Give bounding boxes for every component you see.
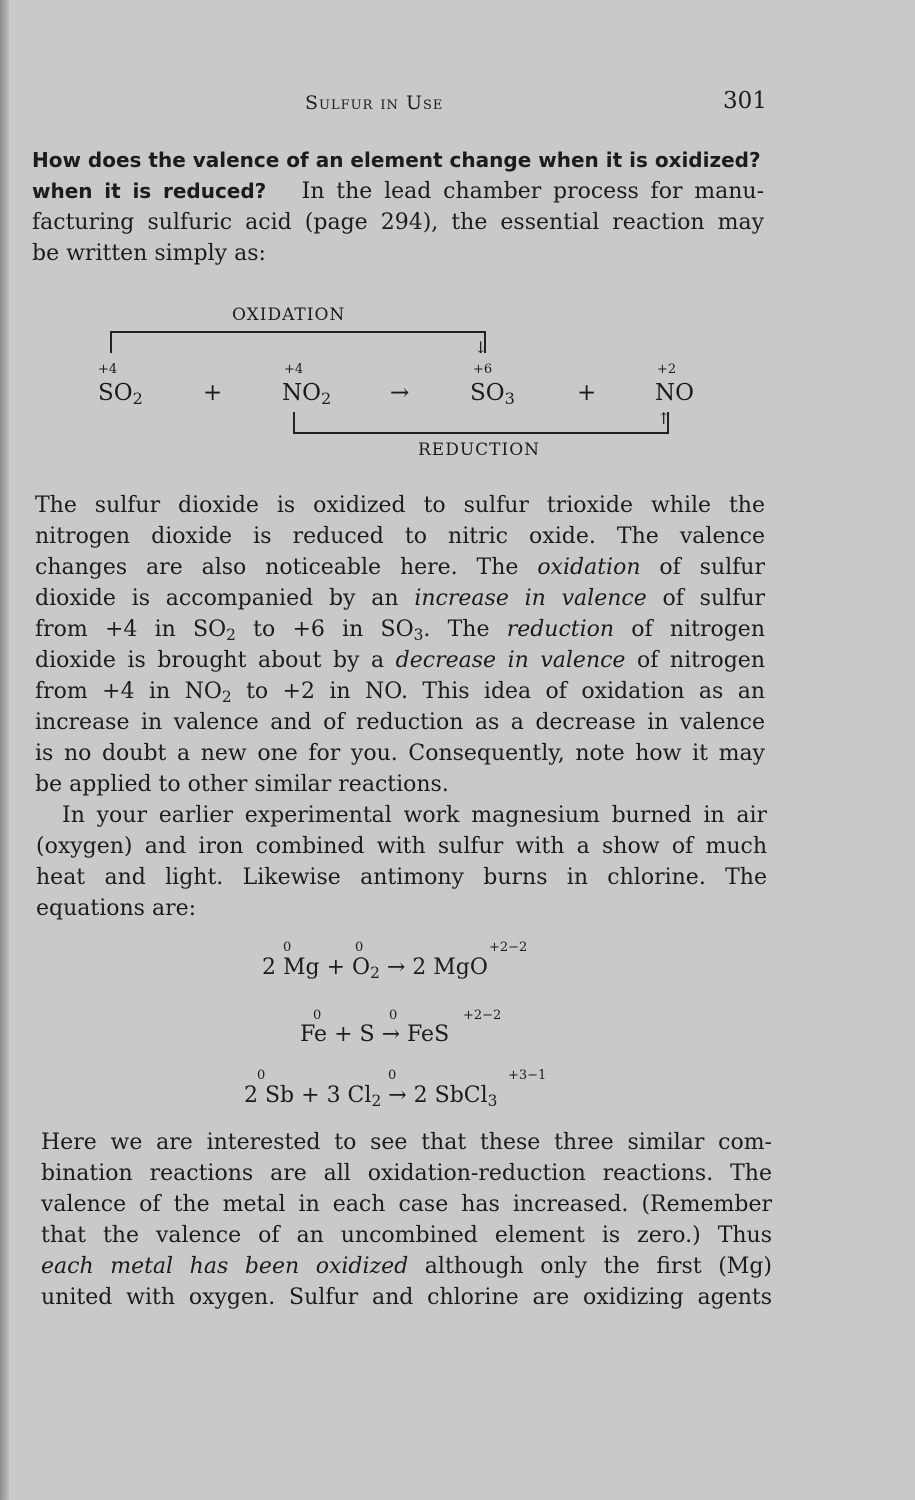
oxidation-bracket: [110, 331, 486, 353]
arrow-up-icon: ↑: [657, 409, 671, 428]
plus-sign: +: [203, 380, 223, 406]
formula-text: NO: [282, 380, 321, 406]
subscript: 3: [413, 625, 424, 644]
subscript: 3: [487, 1091, 498, 1110]
text-line: [35, 645, 765, 676]
plus-sign: +: [577, 380, 597, 406]
valence-cl2: 0: [388, 1068, 397, 1083]
text-line: increase in valence and of reduction as a decrease in valence: [35, 710, 765, 735]
text-line: equations are:: [36, 896, 197, 921]
conclusion-paragraph: [41, 1127, 772, 1313]
text-span: of nitrogen: [614, 617, 765, 642]
valence-no: +2: [657, 362, 677, 377]
formula-no2: [282, 380, 332, 409]
text-span: dioxide is accompanied by an: [35, 586, 415, 611]
valence-mgo: +2−2: [489, 940, 528, 955]
italic-term: reduction: [506, 617, 615, 642]
formula-so3: [470, 380, 515, 409]
text-line: Here we are interested to see that these three similar com-: [41, 1130, 772, 1155]
text-span: to +6 in SO: [235, 617, 414, 642]
text-line: [35, 676, 765, 707]
text-line: united with oxygen. Sulfur and chlorine are oxidizing agents: [41, 1285, 772, 1310]
text-span: dioxide is brought about by a: [35, 648, 396, 673]
text-span: although only the first (Mg): [408, 1254, 772, 1279]
italic-term: increase in valence: [414, 586, 647, 611]
equation-text: → 2 MgO: [379, 955, 488, 980]
text-span: . The: [423, 617, 507, 642]
question-line-2: when it is reduced?: [32, 179, 267, 203]
intro-paragraph: [32, 145, 764, 269]
text-span: of sulfur: [640, 555, 765, 580]
text-line: heat and light. Likewise antimony burns in chlorine. The: [36, 865, 767, 890]
valence-s: 0: [389, 1008, 398, 1023]
text-line: bination reactions are all oxidation-reduction reactions. The: [41, 1161, 772, 1186]
text-line: be written simply as:: [32, 241, 266, 266]
formula-no: NO: [655, 380, 694, 406]
running-title: Sulfur in Use: [305, 92, 444, 114]
text-span: of sulfur: [646, 586, 765, 611]
page-header: [0, 88, 915, 118]
text-line: valence of the metal in each case has increased. (Remember: [41, 1192, 772, 1217]
valence-fes: +2−2: [463, 1008, 502, 1023]
equation-text: → 2 SbCl: [381, 1083, 488, 1108]
text-span: to +2 in NO. This idea of oxidation as an: [231, 679, 765, 704]
text-line: [32, 176, 764, 207]
valence-sb: 0: [257, 1068, 266, 1083]
valence-mg: 0: [283, 940, 292, 955]
equation-iron: Fe + S → FeS: [300, 1022, 450, 1047]
equation-antimony: [244, 1083, 497, 1108]
formula-subscript: 2: [132, 389, 143, 409]
italic-term: decrease in valence: [395, 648, 626, 673]
text-span: changes are also noticeable here. The: [35, 555, 538, 580]
text-line: [35, 614, 765, 645]
formula-so2: [98, 380, 143, 409]
text-line: facturing sulfuric acid (page 294), the essential reaction may: [32, 210, 764, 235]
text-line: The sulfur dioxide is oxidized to sulfur trioxide while the: [35, 493, 765, 518]
text-line: be applied to other similar reactions.: [35, 772, 449, 797]
text-span: of nitrogen: [625, 648, 765, 673]
text-line: is no doubt a new one for you. Consequently, note how it may: [35, 741, 765, 766]
text-span: from +4 in NO: [35, 679, 222, 704]
explanation-paragraph: [35, 490, 765, 800]
reduction-label: REDUCTION: [418, 440, 541, 460]
equation-text: 2 Mg + O: [262, 955, 371, 980]
question-line-1: How does the valence of an element change when it is oxidized?: [32, 148, 761, 172]
subscript: 2: [371, 1091, 382, 1110]
equation-text: 2 Sb + 3 Cl: [244, 1083, 372, 1108]
formula-text: SO: [98, 380, 133, 406]
page-number: 301: [723, 88, 767, 114]
text-line: In your earlier experimental work magnesium burned in air: [62, 803, 767, 828]
text-line: [35, 552, 765, 583]
valence-no2: +4: [284, 362, 304, 377]
text-line: [41, 1251, 772, 1282]
text-line: (oxygen) and iron combined with sulfur with a show of much: [36, 834, 767, 859]
text-line: that the valence of an uncombined element is zero.) Thus: [41, 1223, 772, 1248]
arrow-down-icon: ↓: [474, 338, 488, 357]
reaction-arrow: →: [390, 380, 410, 406]
valence-so3: +6: [473, 362, 493, 377]
subscript: 2: [226, 625, 236, 644]
formula-subscript: 3: [504, 389, 515, 409]
italic-term: oxidation: [537, 555, 641, 580]
page-binding-edge: [0, 0, 9, 1500]
formula-text: SO: [470, 380, 505, 406]
experiment-paragraph: [36, 800, 767, 924]
text-span: from +4 in SO: [35, 617, 227, 642]
formula-subscript: 2: [320, 389, 332, 409]
text-line: nitrogen dioxide is reduced to nitric oxide. The valence: [35, 524, 765, 549]
equation-magnesium: [262, 955, 488, 980]
subscript: 2: [370, 963, 380, 982]
oxidation-label: OXIDATION: [232, 305, 346, 325]
valence-fe: 0: [313, 1008, 322, 1023]
reduction-bracket: [293, 412, 669, 434]
valence-o2: 0: [355, 940, 364, 955]
subscript: 2: [221, 687, 232, 706]
text-line: [35, 583, 765, 614]
italic-term: each metal has been oxidized: [41, 1254, 409, 1279]
text-span: In the lead chamber process for manu-: [301, 179, 764, 204]
valence-so2: +4: [98, 362, 118, 377]
valence-sbcl3: +3−1: [508, 1068, 547, 1083]
